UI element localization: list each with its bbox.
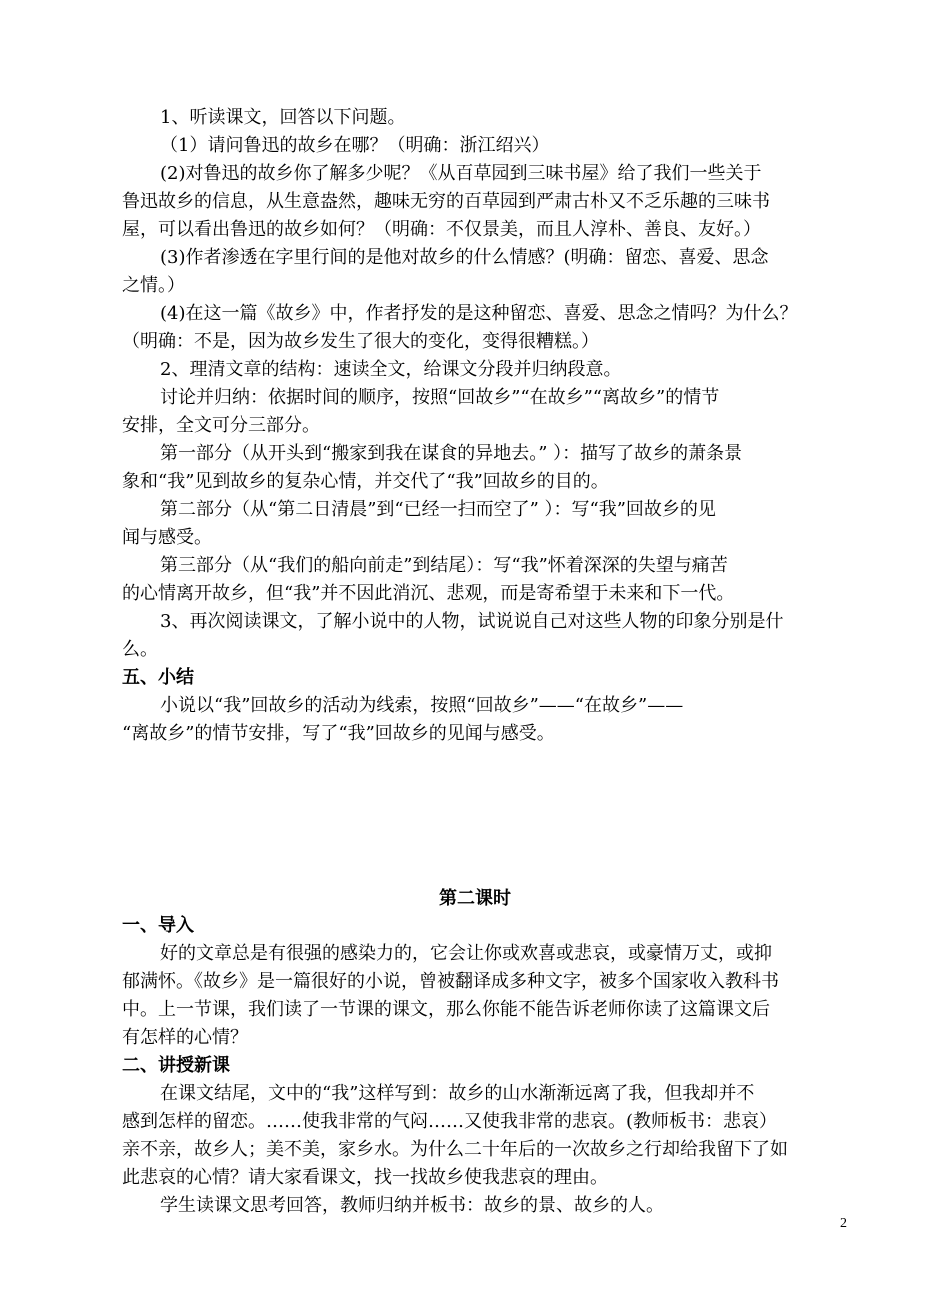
paragraph-line: 讨论并归纳：依据时间的顺序，按照“回故乡”“在故乡”“离故乡”的情节	[160, 387, 720, 408]
paragraph-line: 象和“我”见到故乡的复杂心情，并交代了“我”回故乡的目的。	[122, 471, 609, 492]
paragraph-line: 闻与感受。	[122, 527, 212, 548]
section-heading: 一、导入	[122, 915, 194, 936]
paragraph-line: 好的文章总是有很强的感染力的，它会让你或欢喜或悲哀，或豪情万丈，或抑	[160, 943, 772, 964]
paragraph-line: (3)作者渗透在字里行间的是他对故乡的什么情感？(明确：留恋、喜爱、思念	[160, 247, 769, 268]
page-number: 2	[840, 1216, 847, 1231]
paragraph-line: 3、再次阅读课文，了解小说中的人物，试说说自己对这些人物的印象分别是什	[160, 611, 784, 632]
paragraph-line: 在课文结尾，文中的“我”这样写到：故乡的山水渐渐远离了我，但我却并不	[160, 1083, 755, 1104]
paragraph-line: 此悲哀的心情？请大家看课文，找一找故乡使我悲哀的理由。	[122, 1167, 608, 1188]
paragraph-line: 感到怎样的留恋。……使我非常的气闷……又使我非常的悲哀。(教师板书：悲哀）	[122, 1111, 778, 1132]
paragraph-line: 鲁迅故乡的信息，从生意盎然，趣味无穷的百草园到严肃古朴又不乏乐趣的三味书	[122, 191, 770, 212]
paragraph-line: 的心情离开故乡，但“我”并不因此消沉、悲观，而是寄希望于未来和下一代。	[122, 583, 735, 604]
section-heading: 五、小结	[122, 667, 194, 688]
paragraph-line: 2、理清文章的结构：速读全文，给课文分段并归纳段意。	[160, 359, 622, 380]
paragraph-line: 第三部分（从“我们的船向前走”到结尾）：写“我”怀着深深的失望与痛苦	[160, 555, 728, 576]
paragraph-line: 第一部分（从开头到“搬家到我在谋食的异地去。” ）：描写了故乡的萧条景	[160, 443, 743, 464]
section-heading: 二、讲授新课	[122, 1055, 230, 1076]
paragraph-line: 郁满怀。《故乡》是一篇很好的小说，曾被翻译成多种文字，被多个国家收入教科书	[122, 971, 779, 992]
lesson-title: 第二课时	[439, 888, 511, 909]
paragraph-line: (2)对鲁迅的故乡你了解多少呢？《从百草园到三味书屋》给了我们一些关于	[160, 163, 762, 184]
paragraph-line: 之情。）	[122, 275, 185, 296]
paragraph-line: (4)在这一篇《故乡》中，作者抒发的是这种留恋、喜爱、思念之情吗？为什么？	[160, 303, 798, 324]
paragraph-line: “离故乡”的情节安排，写了“我”回故乡的见闻与感受。	[122, 723, 555, 744]
paragraph-line: 第二部分（从“第二日清晨”到“已经一扫而空了” ）：写“我”回故乡的见	[160, 499, 716, 520]
paragraph-line: 么。	[122, 639, 158, 660]
paragraph-line: 屋，可以看出鲁迅的故乡如何？（明确：不仅景美，而且人淳朴、善良、友好。）	[122, 219, 761, 240]
paragraph-line: 亲不亲，故乡人；美不美，家乡水。为什么二十年后的一次故乡之行却给我留下了如	[122, 1139, 788, 1160]
paragraph-line: 学生读课文思考回答，教师归纳并板书：故乡的景、故乡的人。	[160, 1195, 664, 1216]
paragraph-line: （1）请问鲁迅的故乡在哪？（明确：浙江绍兴）	[160, 135, 550, 156]
paragraph-line: （明确：不是，因为故乡发生了很大的变化，变得很糟糕。）	[122, 331, 599, 352]
paragraph-line: 小说以“我”回故乡的活动为线索，按照“回故乡”——“在故乡”——	[160, 695, 684, 716]
paragraph-line: 中。上一节课，我们读了一节课的课文，那么你能不能告诉老师你读了这篇课文后	[122, 999, 770, 1020]
paragraph-line: 1、听读课文，回答以下问题。	[160, 107, 406, 128]
paragraph-line: 有怎样的心情？	[122, 1027, 248, 1048]
paragraph-line: 安排，全文可分三部分。	[122, 415, 320, 436]
